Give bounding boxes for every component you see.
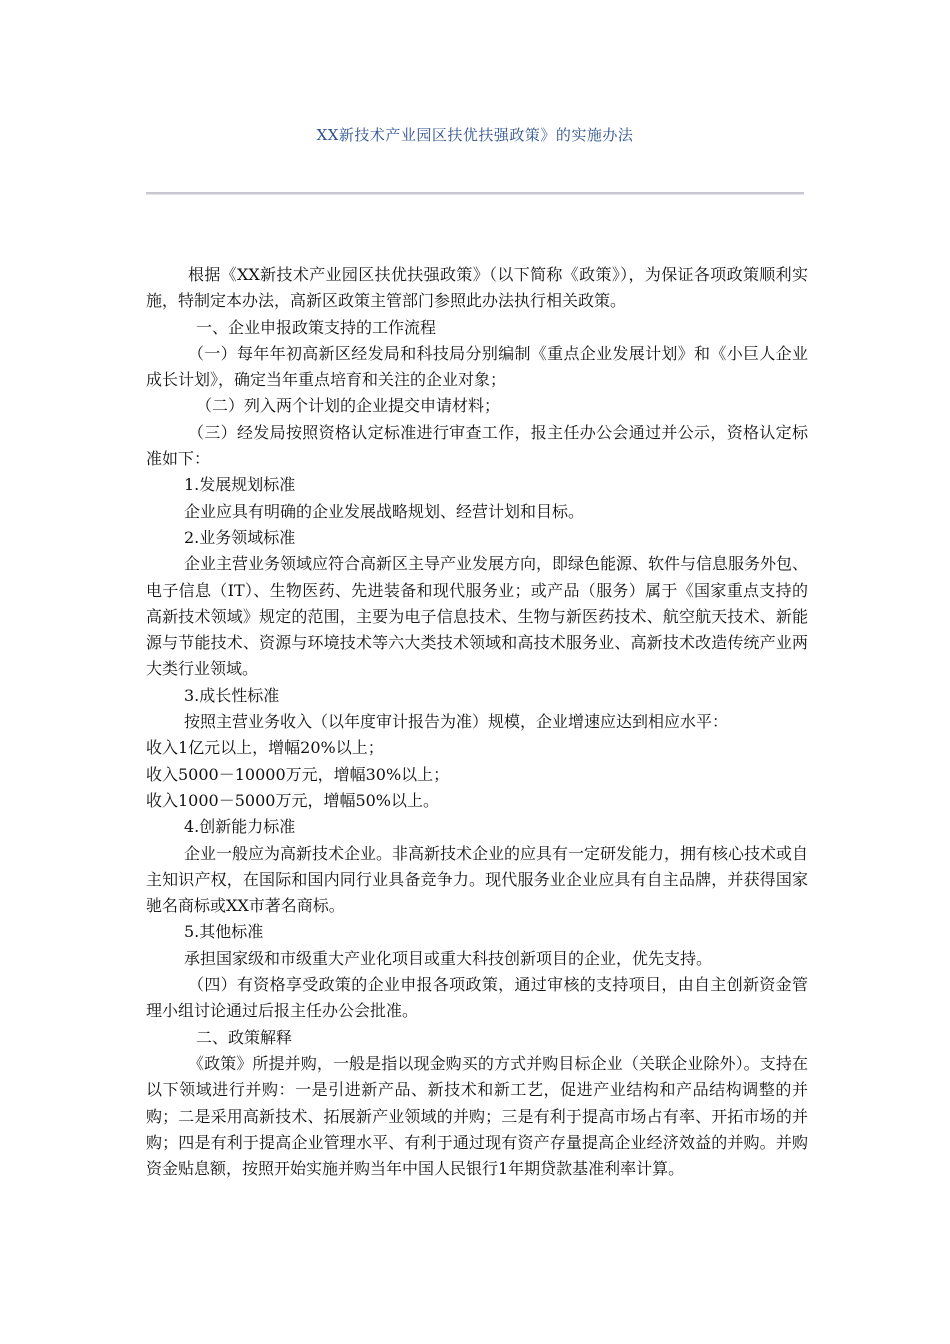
growth-tier-2: 收入5000－10000万元，增幅30%以上； xyxy=(146,764,450,784)
criterion-text-other: 承担国家级和市级重大产业化项目或重大科技创新项目的企业，优先支持。 xyxy=(184,948,713,968)
criterion-text-business: 企业主营业务领域应符合高新区主导产业发展方向，即绿色能源、软件与信息服务外包、电子信息（IT）、生物医药、先进装备和现代服务业；或产品（服务）属于《国家重点支持的高新技术领域》规定的范围，主要为电子信息技术、生物与新医药技术、航空航天技术、新能源与节能技术、资源与环境技术等六大类技术领域和高技术服务业、高新技术改造传统产业两大类行业领域。 xyxy=(146,554,809,679)
criterion-heading-other: 5.其他标准 xyxy=(184,922,264,942)
document-title: XX新技术产业园区扶优扶强政策》的实施办法 xyxy=(316,126,634,144)
paragraph-step-3: （三）经发局按照资格认定标准进行审查工作，报主任办公会通过并公示，资格认定标准如下： xyxy=(146,422,808,469)
criterion-text-growth: 按照主营业务收入（以年度审计报告为准）规模，企业增速应达到相应水平： xyxy=(184,712,729,732)
title-divider xyxy=(146,192,804,195)
growth-tier-3: 收入1000－5000万元，增幅50%以上。 xyxy=(146,790,440,810)
document-body xyxy=(146,262,808,1182)
section-heading-interpretation: 二、政策解释 xyxy=(196,1027,293,1047)
paragraph-step-2: （二）列入两个计划的企业提交申请材料； xyxy=(196,396,501,416)
paragraph-step-4: （四）有资格享受政策的企业申报各项政策，通过审核的支持项目，由自主创新资金管理小组讨论通过后报主任办公会批准。 xyxy=(146,975,808,1021)
paragraph-intro: 根据《XX新技术产业园区扶优扶强政策》（以下简称《政策》），为保证各项政策顺利实施，特制定本办法，高新区政策主管部门参照此办法执行相关政策。 xyxy=(146,265,808,311)
criterion-heading-innovation: 4.创新能力标准 xyxy=(184,817,296,837)
criterion-text-planning: 企业应具有明确的企业发展战略规划、经营计划和目标。 xyxy=(184,501,585,521)
paragraph-step-1: （一）每年年初高新区经发局和科技局分别编制《重点企业发展计划》和《小巨人企业成长计划》，确定当年重点培育和关注的企业对象； xyxy=(146,343,808,390)
criterion-text-innovation: 企业一般应为高新技术企业。非高新技术企业的应具有一定研发能力，拥有核心技术或自主知识产权，在国际和国内同行业具备竞争力。现代服务业企业应具有自主品牌，并获得国家驰名商标或XX市著名商标。 xyxy=(146,843,809,916)
criterion-heading-growth: 3.成长性标准 xyxy=(184,685,280,705)
growth-tier-1: 收入1亿元以上，增幅20%以上； xyxy=(146,738,384,758)
criterion-heading-business: 2.业务领域标准 xyxy=(184,527,296,547)
criterion-heading-planning: 1.发展规划标准 xyxy=(184,475,296,495)
section-heading-workflow: 一、企业申报政策支持的工作流程 xyxy=(196,317,437,337)
paragraph-acquisition: 《政策》所提并购，一般是指以现金购买的方式并购目标企业（关联企业除外）。支持在以下领域进行并购：一是引进新产品、新技术和新工艺，促进产业结构和产品结构调整的并购；二是采用高新技术、拓展新产业领域的并购；三是有利于提高市场占有率、开拓市场的并购；四是有利于提高企业管理水平、有利于通过现有资产存量提高企业经济效益的并购。并购资金贴息额，按照开始实施并购当年中国人民银行1年期贷款基准利率计算。 xyxy=(146,1053,808,1179)
